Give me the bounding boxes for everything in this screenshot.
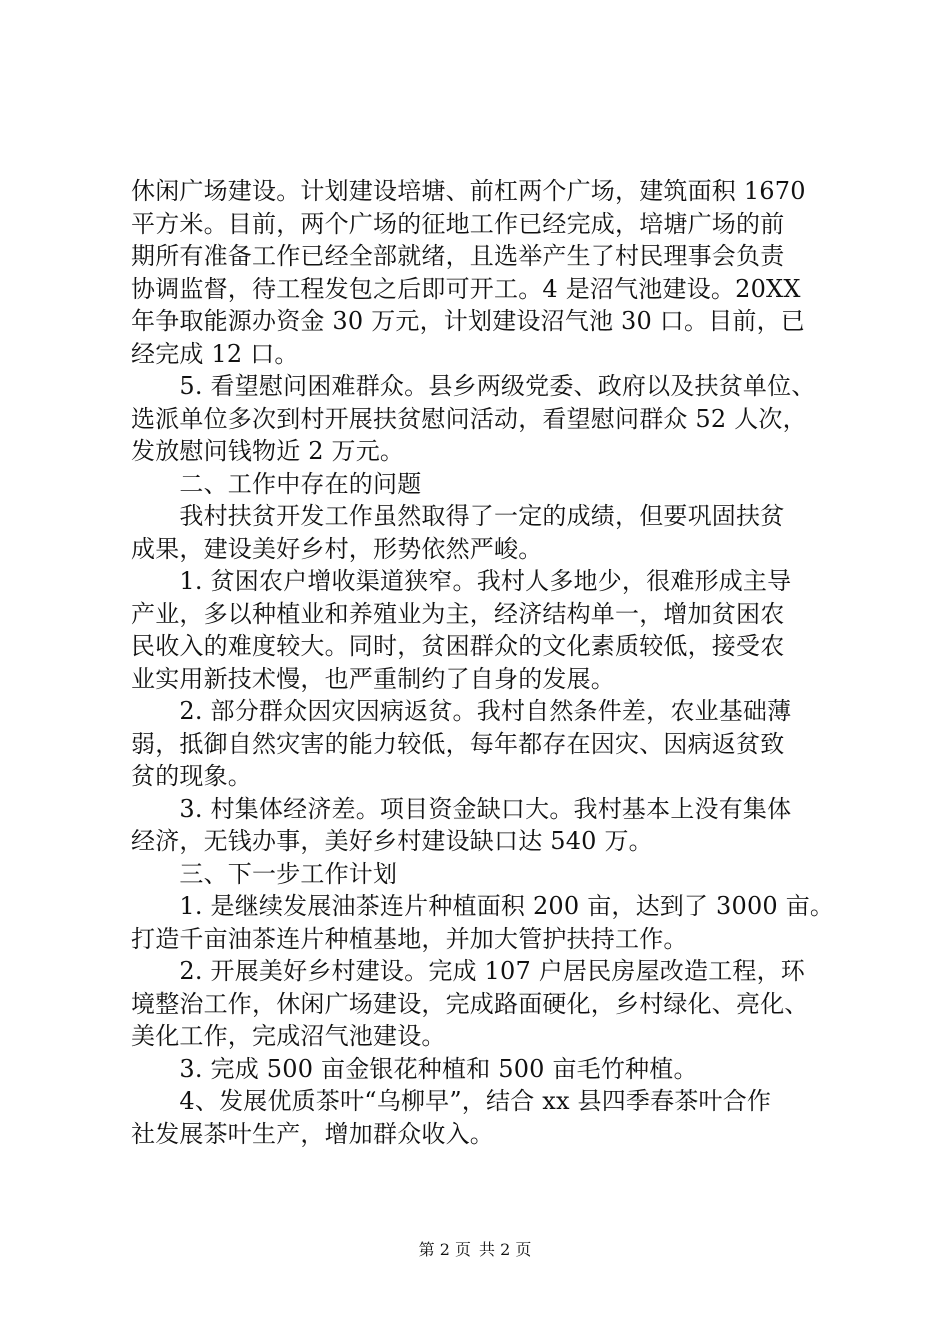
text-line: 弱，抵御自然灾害的能力较低，每年都存在因灾、因病返贫致 [131, 729, 785, 758]
text-line: 1. 是继续发展油茶连片种植面积 200 亩，达到了 3000 亩。 [131, 892, 835, 920]
text-line: 年争取能源办资金 30 万元，计划建设沼气池 30 口。目前，已 [131, 307, 805, 335]
text-line: 3. 村集体经济差。项目资金缺口大。我村基本上没有集体 [131, 794, 792, 823]
section-heading: 二、工作中存在的问题 [131, 469, 422, 498]
text-line: 成果，建设美好乡村，形势依然严峻。 [131, 534, 543, 563]
page-number: 第 2 页 [418, 1240, 471, 1259]
text-line: 经完成 12 口。 [131, 339, 299, 368]
text-line: 3. 完成 500 亩金银花种植和 500 亩毛竹种植。 [131, 1054, 698, 1083]
text-line: 业实用新技术慢，也严重制约了自身的发展。 [131, 664, 615, 693]
text-line: 协调监督，待工程发包之后即可开工。4 是沼气池建设。20XX [131, 274, 801, 303]
text-line: 我村扶贫开发工作虽然取得了一定的成绩，但要巩固扶贫 [131, 502, 785, 530]
text-line: 产业，多以种植业和养殖业为主，经济结构单一，增加贫困农 [131, 599, 785, 628]
text-line: 民收入的难度较大。同时，贫困群众的文化素质较低，接受农 [131, 632, 785, 660]
text-line: 美化工作，完成沼气池建设。 [131, 1022, 446, 1050]
text-line: 打造千亩油茶连片种植基地，并加大管护扶持工作。 [131, 924, 688, 953]
text-line: 平方米。目前，两个广场的征地工作已经完成，培塘广场的前 [131, 209, 785, 238]
text-line: 发放慰问钱物近 2 万元。 [131, 437, 405, 465]
text-line: 5. 看望慰问困难群众。县乡两级党委、政府以及扶贫单位、 [131, 372, 816, 400]
text-line: 贫的现象。 [131, 762, 252, 790]
text-line: 2. 开展美好乡村建设。完成 107 户居民房屋改造工程，环 [131, 957, 805, 985]
document-body [131, 175, 835, 1150]
text-line: 经济，无钱办事，美好乡村建设缺口达 540 万。 [131, 827, 653, 855]
text-line: 境整治工作，休闲广场建设，完成路面硬化，乡村绿化、亮化、 [131, 989, 809, 1018]
text-line: 期所有准备工作已经全部就绪，且选举产生了村民理事会负责 [131, 242, 785, 270]
text-line: 社发展茶叶生产，增加群众收入。 [131, 1119, 494, 1148]
text-line: 2. 部分群众因灾因病返贫。我村自然条件差，农业基础薄 [131, 697, 792, 725]
text-line: 选派单位多次到村开展扶贫慰问活动，看望慰问群众 52 人次， [131, 404, 807, 433]
text-line: 1. 贫困农户增收渠道狭窄。我村人多地少，很难形成主导 [131, 567, 792, 595]
section-heading: 三、下一步工作计划 [131, 859, 398, 888]
page-total: 共 2 页 [479, 1240, 532, 1259]
page-footer [0, 1240, 950, 1260]
text-line: 4、发展优质茶叶“乌柳早”，结合 xx 县四季春茶叶合作 [131, 1087, 772, 1115]
text-line: 休闲广场建设。计划建设培塘、前杠两个广场，建筑面积 1670 [131, 177, 806, 205]
